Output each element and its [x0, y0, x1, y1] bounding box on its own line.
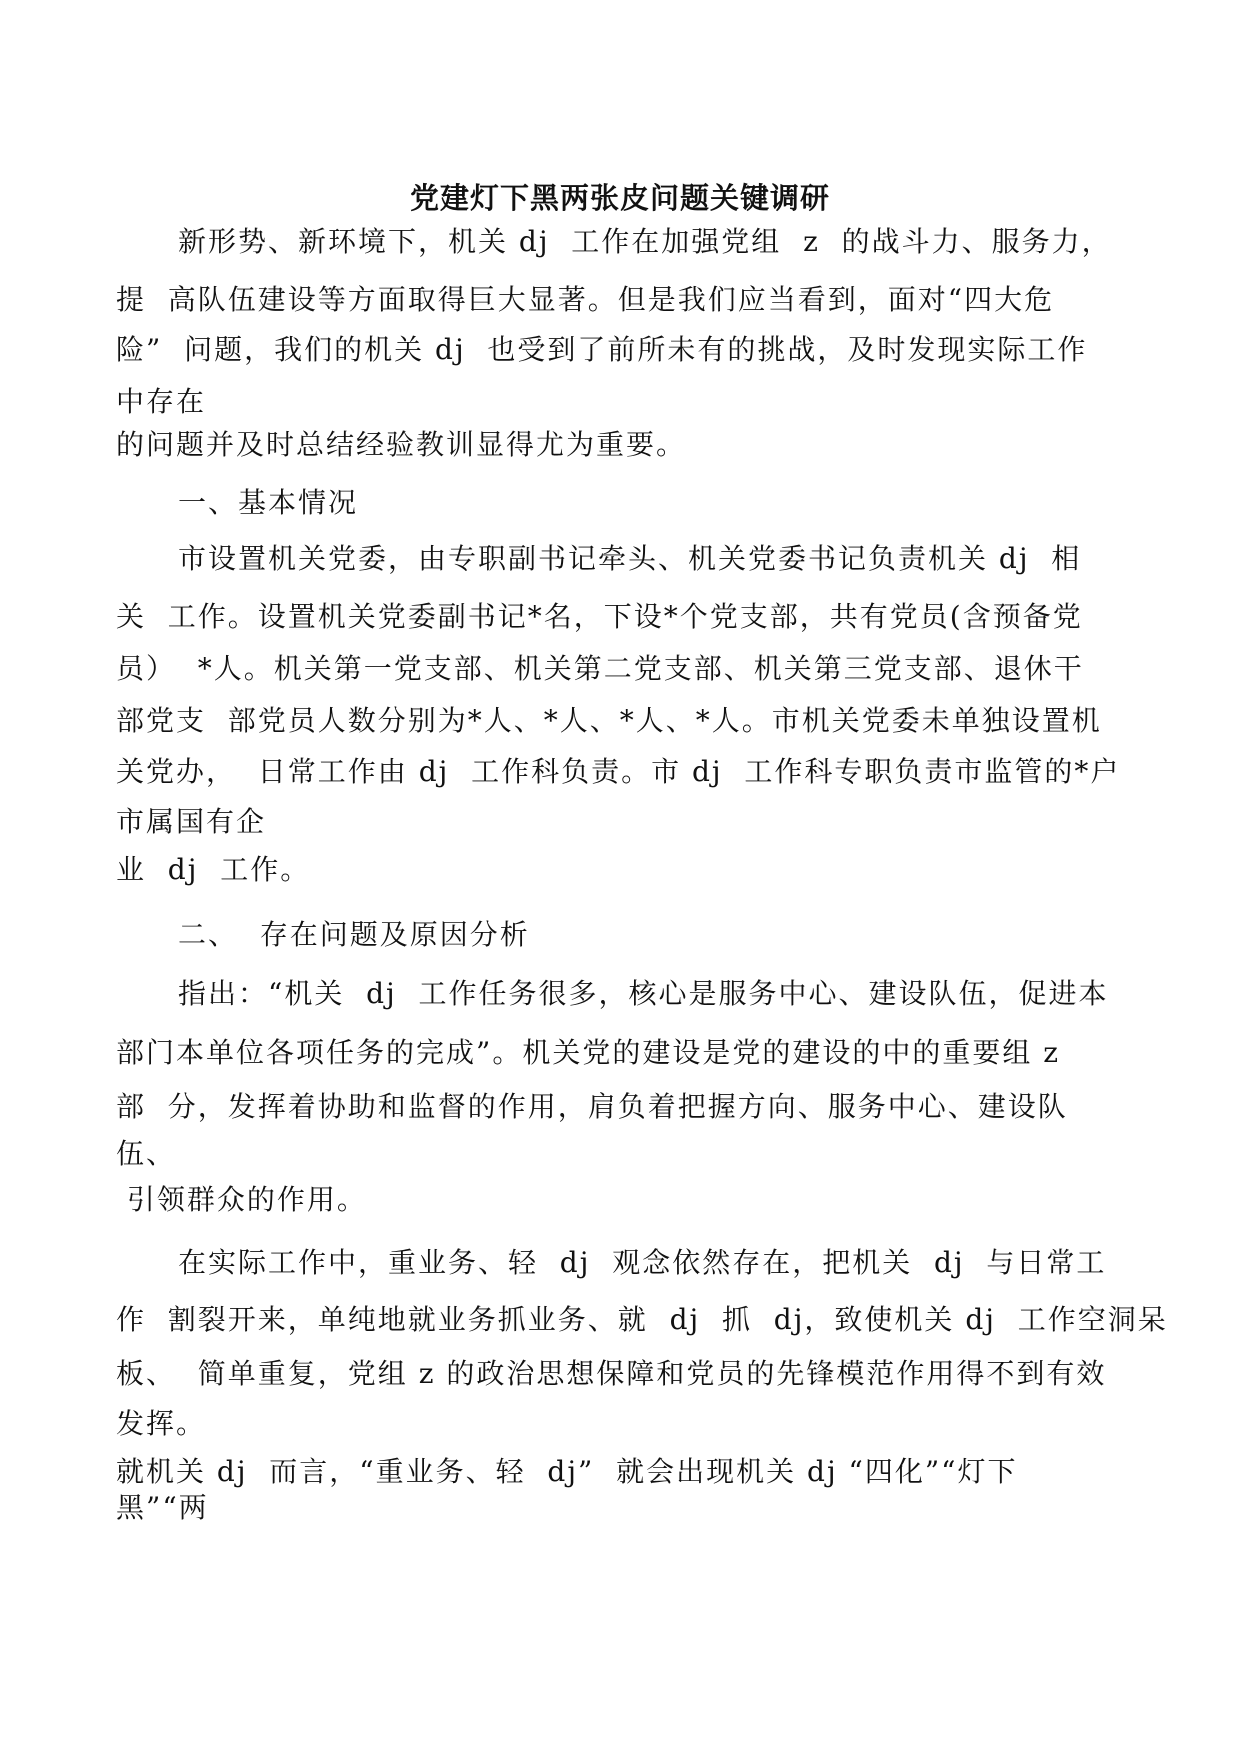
paragraph-line: 的问题并及时总结经验教训显得尤为重要。 — [116, 428, 687, 461]
paragraph-line: 就机关 dj 而言，“重业务、轻 dj” 就会出现机关 dj “四化”“灯下 — [116, 1455, 1018, 1488]
paragraph-line: 引领群众的作用。 — [116, 1183, 367, 1216]
paragraph-line: 关 工作。设置机关党委副书记*名，下设*个党支部，共有党员(含预备党 — [116, 600, 1083, 633]
paragraph-line: 员） *人。机关第一党支部、机关第二党支部、机关第三党支部、退休干 — [116, 652, 1084, 685]
paragraph-line: 关党办， 日常工作由 dj 工作科负责。市 dj 工作科专职负责市监管的*户 — [116, 755, 1121, 788]
paragraph-line: 中存在 — [116, 385, 207, 418]
paragraph-line: 发挥。 — [116, 1407, 207, 1440]
paragraph-line: 部 分，发挥着协助和监督的作用，肩负着把握方向、服务中心、建设队 — [116, 1090, 1068, 1123]
section-heading: 一、基本情况 — [178, 486, 359, 519]
paragraph-line: 业 dj 工作。 — [116, 853, 311, 886]
document-title: 党建灯下黑两张皮问题关键调研 — [409, 181, 830, 215]
paragraph-line: 指出：“机关 dj 工作任务很多，核心是服务中心、建设队伍，促进本 — [178, 977, 1109, 1010]
paragraph-line: 部党支 部党员人数分别为*人、*人、*人、*人。市机关党委未单独设置机 — [116, 704, 1102, 737]
paragraph-line: 部门本单位各项任务的完成”。机关党的建设是党的建设的中的重要组 z — [116, 1036, 1060, 1069]
paragraph-line: 作 割裂开来，单纯地就业务抓业务、就 dj 抓 dj，致使机关 dj 工作空洞呆 — [116, 1303, 1168, 1336]
paragraph-line: 险” 问题，我们的机关 dj 也受到了前所未有的挑战，及时发现实际工作 — [116, 333, 1088, 366]
paragraph-line: 新形势、新环境下，机关 dj 工作在加强党组 z 的战斗力、服务力， — [178, 225, 1112, 258]
paragraph-line: 板、 简单重复，党组 z 的政治思想保障和党员的先锋模范作用得不到有效 — [116, 1357, 1107, 1390]
paragraph-line: 市属国有企 — [116, 805, 267, 838]
paragraph-line: 黑”“两 — [116, 1491, 209, 1524]
paragraph-line: 提 高队伍建设等方面取得巨大显著。但是我们应当看到，面对“四大危 — [116, 283, 1055, 316]
paragraph-line: 伍、 — [116, 1137, 177, 1170]
paragraph-line: 在实际工作中，重业务、轻 dj 观念依然存在，把机关 dj 与日常工 — [178, 1246, 1107, 1279]
section-heading: 二、 存在问题及原因分析 — [178, 918, 530, 951]
paragraph-line: 市设置机关党委，由专职副书记牵头、机关党委书记负责机关 dj 相 — [178, 542, 1082, 575]
